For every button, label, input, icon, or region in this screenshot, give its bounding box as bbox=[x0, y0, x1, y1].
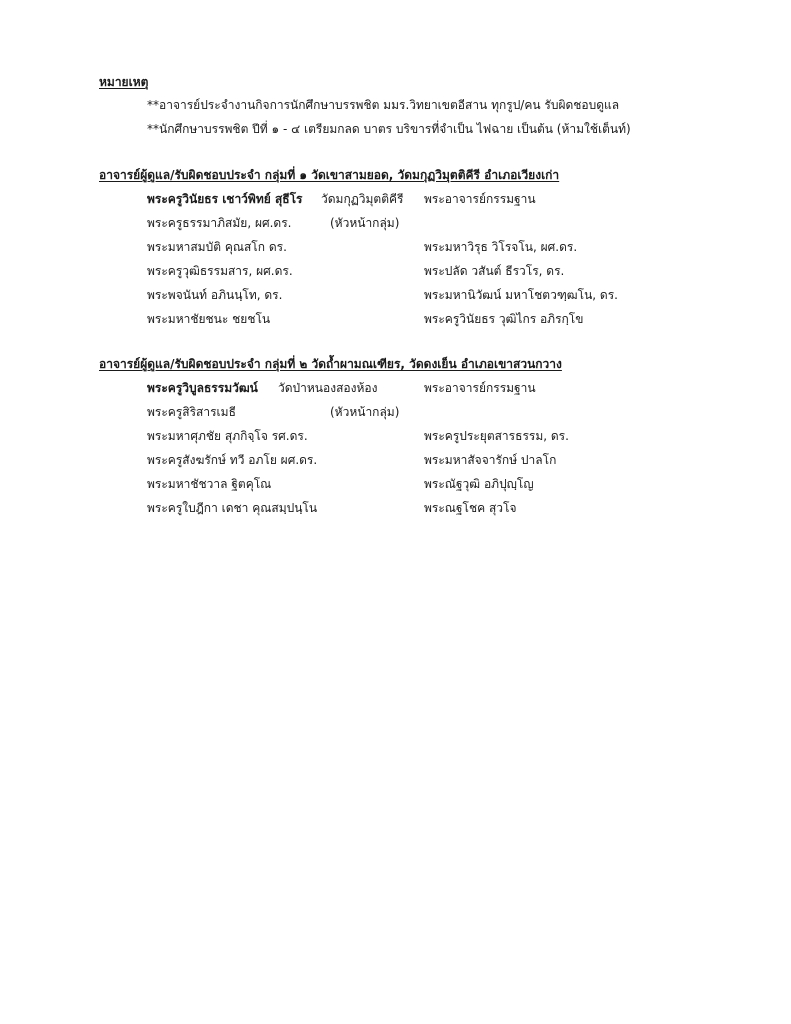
group2-member-left: พระมหาชัชวาล ฐิตคุโณ bbox=[147, 477, 272, 491]
group1-member-right: พระมหาวิรุธ วิโรจโน, ผศ.ดร. bbox=[424, 240, 578, 254]
note-title: หมายเหตุ bbox=[99, 75, 149, 89]
group1-member-right: พระปลัด วสันต์ ธีรวโร, ดร. bbox=[424, 264, 565, 278]
group1-member-left: พระพจนันท์ อภินนฺโท, ดร. bbox=[147, 288, 283, 302]
group2-member-left: พระครูสังฆรักษ์ ทวี อภโย ผศ.ดร. bbox=[147, 453, 318, 467]
group2-member-right: พระมหาสัจจารักษ์ ปาลโก bbox=[424, 453, 557, 467]
group2-leader-name: พระครูวิบูลธรรมวัฒน์ bbox=[147, 381, 258, 395]
group1-member-left: พระครูวุฒิธรรมสาร, ผศ.ดร. bbox=[147, 264, 293, 278]
group1-leader-name: พระครูวินัยธร เชาว์พิทย์ สุธีโร bbox=[147, 192, 303, 206]
note-line: **อาจารย์ประจำงานกิจการนักศึกษาบรรพชิต มมร.วิทยาเขตอีสาน ทุกรูป/คน รับผิดชอบดูแล bbox=[147, 98, 620, 112]
note-line: **นักศึกษาบรรพชิต ปีที่ ๑ - ๔ เตรียมกลด บาตร บริขารที่จำเป็น ไฟฉาย เป็นต้น (ห้ามใช้เต็นท์) bbox=[147, 122, 631, 136]
group1-leader-temple: วัดมกุฏวิมุตติคีรี bbox=[321, 192, 404, 206]
group2-head-note: (หัวหน้ากลุ่ม) bbox=[330, 405, 400, 419]
group2-member-left: พระมหาศุภชัย สุภกิจฺโจ รศ.ดร. bbox=[147, 429, 308, 443]
group2-member-right: พระครูประยุตสารธรรม, ดร. bbox=[424, 429, 569, 443]
group1-member-left: พระมหาสมบัติ คุณสโก ดร. bbox=[147, 240, 287, 254]
group2-heading: อาจารย์ผู้ดูแล/รับผิดชอบประจำ กลุ่มที่ ๒ วัดถ้ำผามณเฑียร, วัดดงเย็น อำเภอเขาสวนกวาง bbox=[99, 357, 562, 371]
group1-second-name: พระครูธรรมาภิสมัย, ผศ.ดร. bbox=[147, 216, 292, 230]
group1-member-right: พระครูวินัยธร วุฒิไกร อภิรกฺโข bbox=[424, 312, 584, 326]
group2-member-right: พระณฐโชค สุวโจ bbox=[424, 501, 517, 515]
group2-second-name: พระครูสิริสารเมธี bbox=[147, 405, 236, 419]
group1-head-note: (หัวหน้ากลุ่ม) bbox=[330, 216, 400, 230]
group1-member-right: พระมหานิวัฒน์ มหาโชตวฑฺฒโน, ดร. bbox=[424, 288, 618, 302]
group2-member-right: พระณัฐวุฒิ อภิปุญฺโญ bbox=[424, 477, 534, 491]
group1-meditation-teacher: พระอาจารย์กรรมฐาน bbox=[424, 192, 536, 206]
group2-member-left: พระครูใบฎีกา เดชา คุณสมฺปนฺโน bbox=[147, 501, 318, 515]
group1-heading: อาจารย์ผู้ดูแล/รับผิดชอบประจำ กลุ่มที่ ๑ วัดเขาสามยอด, วัดมกุฏวิมุตติคีรี อำเภอเวียงเก่า bbox=[99, 168, 560, 182]
group2-leader-temple: วัดป่าหนองสองห้อง bbox=[278, 381, 378, 395]
group1-member-left: พระมหาชัยชนะ ชยชโน bbox=[147, 312, 271, 326]
group2-meditation-teacher: พระอาจารย์กรรมฐาน bbox=[424, 381, 536, 395]
